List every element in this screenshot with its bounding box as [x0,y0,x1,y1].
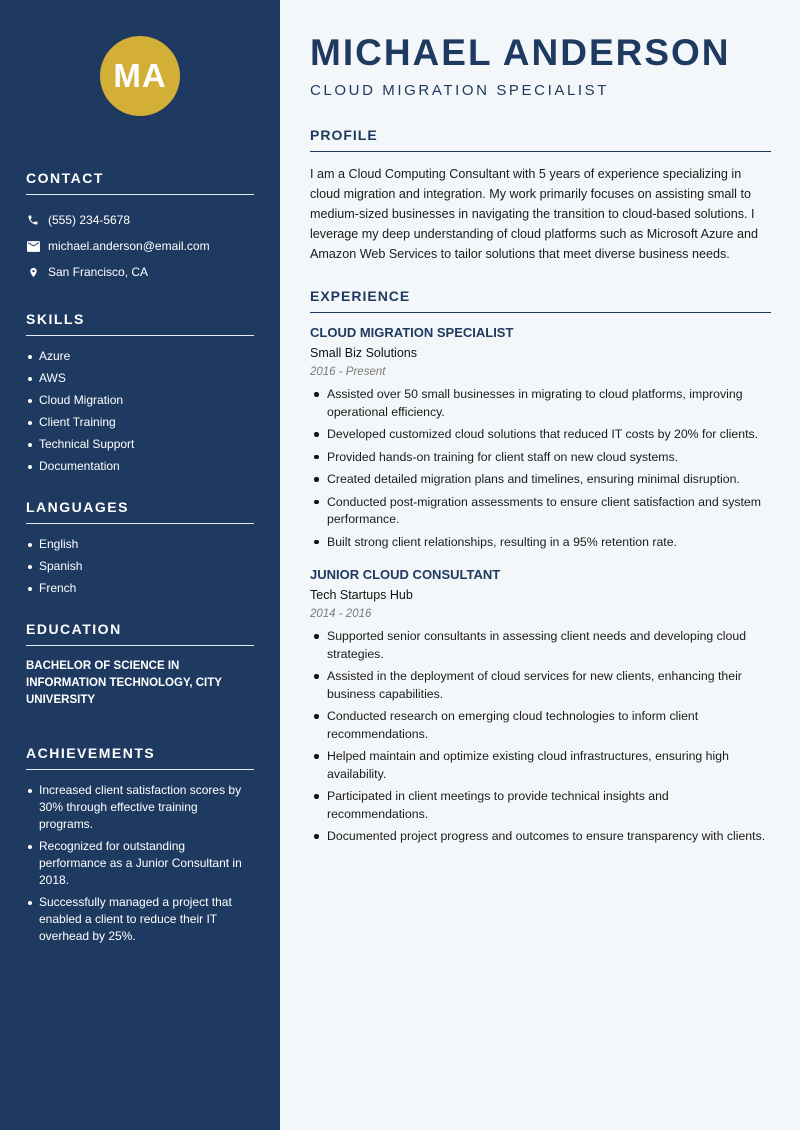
candidate-name: MICHAEL ANDERSON [310,32,731,73]
job-bullets [310,628,771,846]
skills-section [26,311,254,475]
job-title: CLOUD MIGRATION SPECIALIST [310,325,514,340]
contact-location [26,259,254,285]
skill-item: Client Training [26,414,254,431]
job-bullet: Assisted in the deployment of cloud services for new clients, enhancing their business capabilities. [310,668,771,703]
candidate-title: CLOUD MIGRATION SPECIALIST [310,82,610,99]
location-text: San Francisco, CA [48,265,149,279]
skill-item: AWS [26,370,254,387]
main-content [280,0,800,1130]
job-bullet: Assisted over 50 small businesses in migrating to cloud platforms, improving operational efficiency. [310,386,771,421]
job-bullets [310,386,771,551]
contact-phone [26,207,254,233]
experience-section [310,288,771,846]
job-bullet: Helped maintain and optimize existing cloud infrastructures, ensuring high availability. [310,748,771,783]
phone-icon [26,213,40,227]
job-bullet: Participated in client meetings to provide technical insights and recommendations. [310,788,771,823]
job-entry [310,325,771,551]
profile-section [310,127,771,264]
language-item: French [26,580,254,597]
contact-email [26,233,254,259]
languages-heading: LANGUAGES [26,499,254,524]
contact-list [26,207,254,285]
achievements-heading: ACHIEVEMENTS [26,745,254,770]
job-bullet: Conducted post-migration assessments to ensure client satisfaction and system performance. [310,494,771,529]
skills-heading: SKILLS [26,311,254,336]
languages-section [26,499,254,597]
job-bullet: Conducted research on emerging cloud technologies to inform client recommendations. [310,708,771,743]
education-heading: EDUCATION [26,621,254,646]
job-entry [310,567,771,846]
languages-list [26,536,254,597]
job-bullet: Built strong client relationships, resulting in a 95% retention rate. [310,534,771,552]
job-dates: 2016 - Present [310,366,386,378]
avatar-initials: MA [113,57,167,94]
experience-heading: EXPERIENCE [310,288,771,313]
achievement-item: Recognized for outstanding performance as a Junior Consultant in 2018. [26,838,254,889]
language-item: English [26,536,254,553]
profile-heading: PROFILE [310,127,771,152]
sidebar [0,0,280,1130]
education-section [26,621,254,709]
education-degree: BACHELOR OF SCIENCE IN INFORMATION TECHNOLOGY, CITY UNIVERSITY [26,660,222,706]
achievement-item: Increased client satisfaction scores by 30% through effective training programs. [26,782,254,833]
job-bullet: Provided hands-on training for client staff on new cloud systems. [310,449,771,467]
achievements-list [26,782,254,945]
phone-text: (555) 234-5678 [48,213,131,227]
skills-list [26,348,254,475]
skill-item: Technical Support [26,436,254,453]
contact-heading: CONTACT [26,170,254,195]
location-pin-icon [26,265,40,279]
job-bullet: Created detailed migration plans and timelines, ensuring minimal disruption. [310,471,771,489]
avatar [100,36,180,116]
job-bullet: Supported senior consultants in assessing client needs and developing cloud strategies. [310,628,771,663]
profile-text: I am a Cloud Computing Consultant with 5 years of experience specializing in cloud migration and integration. My work primarily focuses on assisting small to medium-sized businesses in navigating the transition to cloud-based solutions. I leverage my deep understanding of cloud platforms such as Microsoft Azure and Amazon Web Services to tailor solutions that meet diverse business needs. [310,167,759,261]
job-bullet: Documented project progress and outcomes to ensure transparency with clients. [310,828,771,846]
company-name: Tech Startups Hub [310,588,413,602]
skill-item: Cloud Migration [26,392,254,409]
contact-section [26,170,254,285]
skill-item: Documentation [26,458,254,475]
company-name: Small Biz Solutions [310,346,417,360]
achievements-section [26,745,254,945]
language-item: Spanish [26,558,254,575]
email-icon [26,239,40,253]
job-bullet: Developed customized cloud solutions that reduced IT costs by 20% for clients. [310,426,771,444]
skill-item: Azure [26,348,254,365]
job-title: JUNIOR CLOUD CONSULTANT [310,567,501,582]
job-dates: 2014 - 2016 [310,608,372,620]
achievement-item: Successfully managed a project that enabled a client to reduce their IT overhead by 25%. [26,894,254,945]
email-text: michael.anderson@email.com [48,239,210,253]
